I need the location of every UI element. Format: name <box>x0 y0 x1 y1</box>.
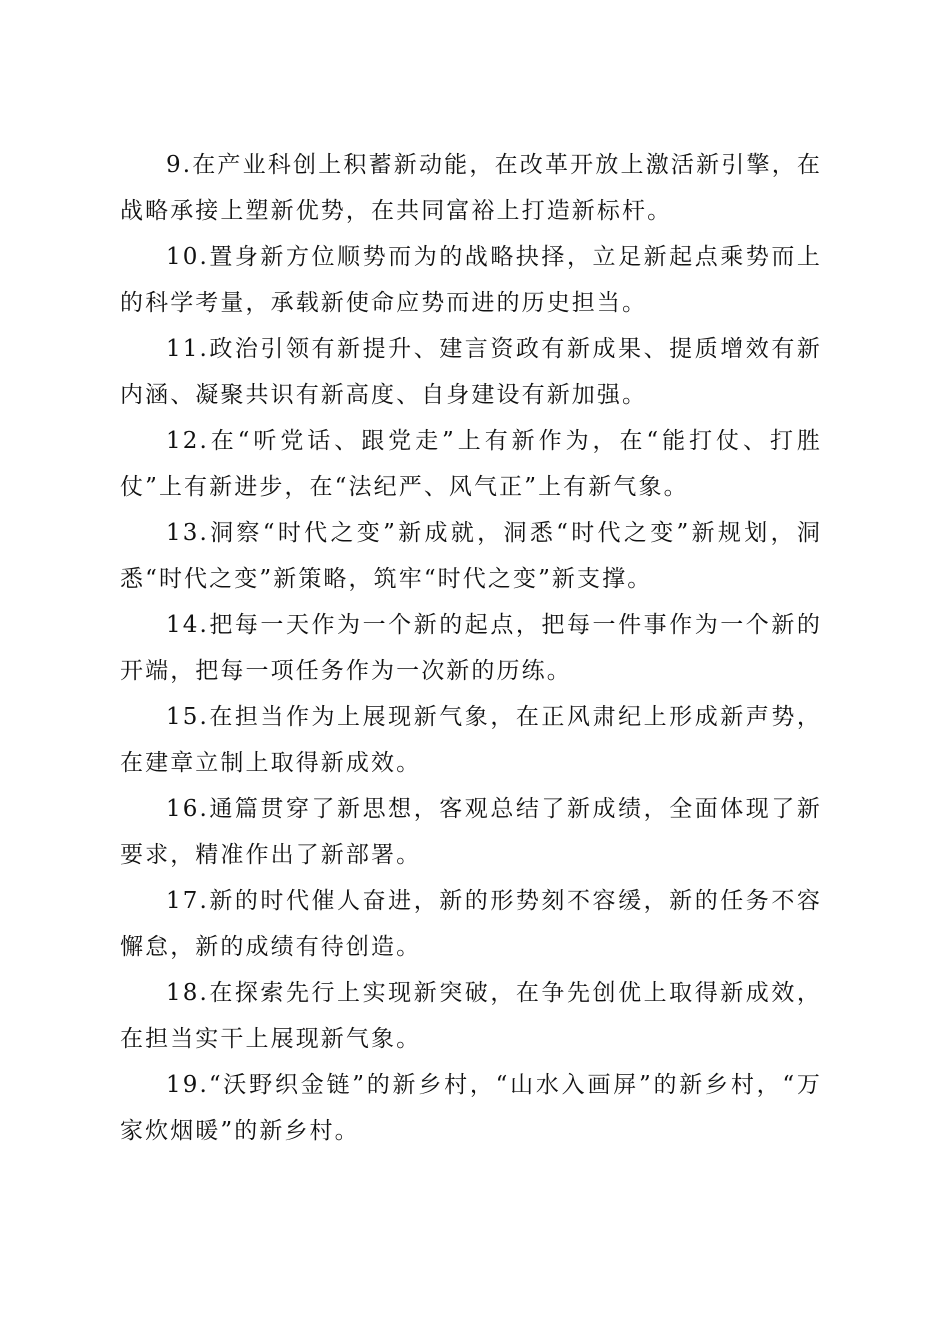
list-item: 14.把每一天作为一个新的起点，把每一件事作为一个新的开端，把每一项任务作为一次新的历练。 <box>120 612 822 684</box>
list-item: 9.在产业科创上积蓄新动能，在改革开放上激活新引擎，在战略承接上塑新优势，在共同富裕上打造新标杆。 <box>120 152 822 224</box>
list-item: 17.新的时代催人奋进，新的形势刻不容缓，新的任务不容懈怠，新的成绩有待创造。 <box>120 888 822 960</box>
document-body <box>120 142 822 1154</box>
list-item: 18.在探索先行上实现新突破，在争先创优上取得新成效，在担当实干上展现新气象。 <box>120 980 822 1052</box>
list-item: 13.洞察“时代之变”新成就，洞悉“时代之变”新规划，洞悉“时代之变”新策略，筑牢“时代之变”新支撑。 <box>120 520 822 592</box>
list-item: 15.在担当作为上展现新气象，在正风肃纪上形成新声势，在建章立制上取得新成效。 <box>120 704 822 776</box>
list-item: 19.“沃野织金链”的新乡村，“山水入画屏”的新乡村，“万家炊烟暖”的新乡村。 <box>120 1072 822 1144</box>
list-item: 12.在“听党话、跟党走”上有新作为，在“能打仗、打胜仗”上有新进步，在“法纪严、风气正”上有新气象。 <box>120 428 822 500</box>
list-item: 10.置身新方位顺势而为的战略抉择，立足新起点乘势而上的科学考量，承载新使命应势而进的历史担当。 <box>120 244 822 316</box>
list-item: 16.通篇贯穿了新思想，客观总结了新成绩，全面体现了新要求，精准作出了新部署。 <box>120 796 822 868</box>
list-item: 11.政治引领有新提升、建言资政有新成果、提质增效有新内涵、凝聚共识有新高度、自身建设有新加强。 <box>120 336 822 408</box>
